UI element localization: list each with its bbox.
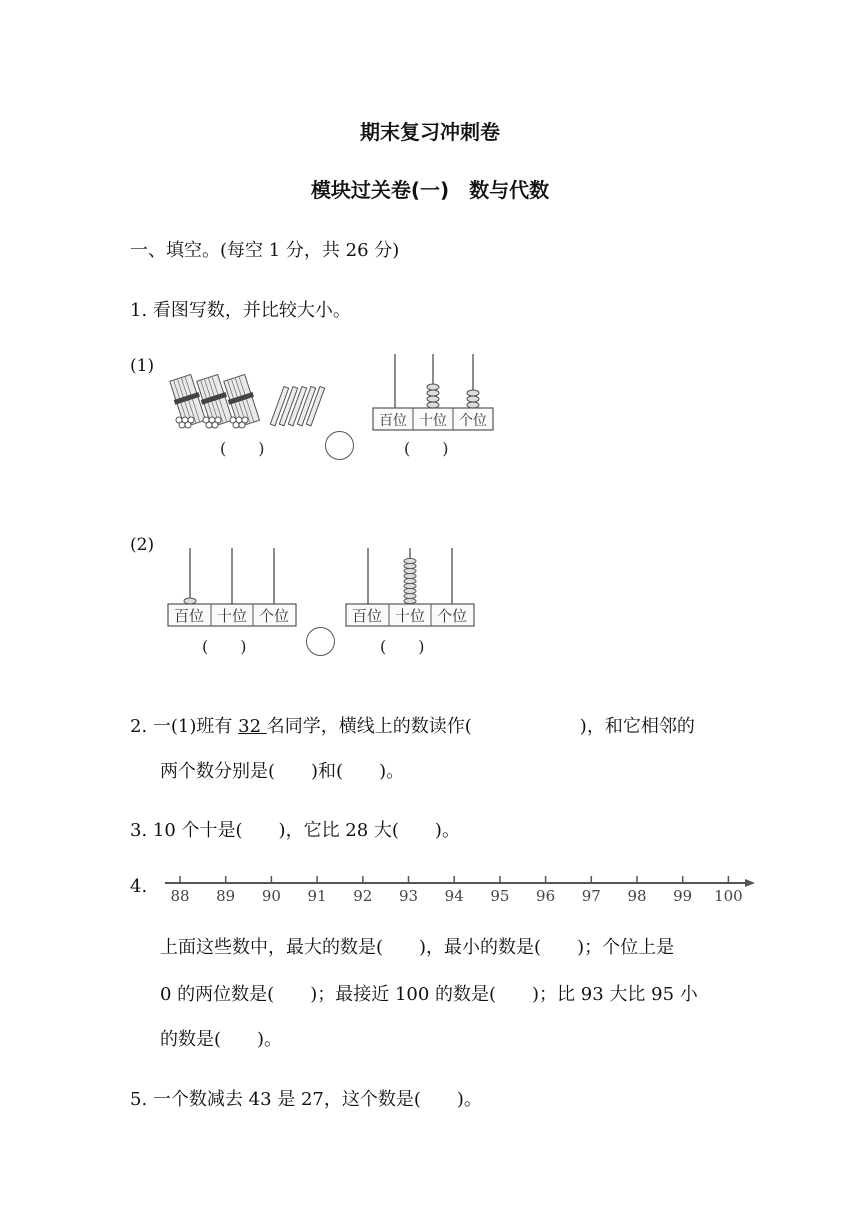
compare-circle[interactable] — [306, 627, 335, 656]
ones-beads — [467, 390, 479, 408]
hundreds-bead — [184, 598, 196, 604]
page-title: 期末复习冲刺卷 — [360, 120, 500, 144]
number-line-arrow — [745, 879, 755, 887]
q1-part1-left-blank[interactable]: ( ) — [220, 439, 265, 458]
q2-text-post: )，和它相邻的 — [579, 716, 695, 737]
tens-beads — [404, 558, 416, 603]
q3-text: 3. 10 个十是( )，它比 28 大( )。 — [130, 820, 460, 841]
q1-part2-label: (2) — [130, 535, 155, 555]
abacus-label-ones: 个位 — [436, 607, 468, 625]
q5-text: 5. 一个数减去 43 是 27，这个数是( )。 — [130, 1089, 482, 1110]
tens-beads — [427, 384, 439, 408]
q2-line2: 两个数分别是( )和( )。 — [160, 761, 405, 782]
abacus-label-tens: 十位 — [419, 413, 447, 429]
abacus-label-hundreds: 百位 — [173, 607, 205, 625]
number-line-tick-label: 93 — [398, 887, 419, 905]
abacus-part2-left — [168, 548, 298, 628]
number-line-tick-label: 100 — [714, 887, 743, 905]
number-line-tick-label: 89 — [216, 887, 236, 905]
q2-underlined-number: 32 — [238, 716, 267, 737]
q2-text-mid: 名同学，横线上的数读作( — [266, 716, 472, 737]
number-line-tick-label: 88 — [170, 887, 190, 905]
number-line-tick-label: 91 — [307, 887, 327, 905]
q4-line3: 的数是( )。 — [160, 1029, 283, 1050]
stick-bundles-figure — [165, 372, 330, 432]
q1-part2-left-blank[interactable]: ( ) — [202, 637, 247, 656]
abacus-label-ones: 个位 — [258, 607, 290, 625]
page-subtitle: 模块过关卷(一) 数与代数 — [310, 178, 550, 202]
q2-line1 — [130, 712, 695, 738]
abacus-label-ones: 个位 — [459, 413, 487, 429]
number-line-tick-label: 95 — [490, 887, 510, 905]
abacus-label-hundreds: 百位 — [379, 413, 407, 429]
q4-line1: 上面这些数中，最大的数是( )，最小的数是( )；个位上是 — [160, 937, 675, 958]
number-line — [165, 872, 760, 908]
abacus-label-tens: 十位 — [394, 607, 426, 625]
q2-text-pre: 2. 一(1)班有 — [130, 716, 239, 737]
number-line-tick-label: 99 — [673, 887, 693, 905]
abacus-label-hundreds: 百位 — [351, 607, 383, 625]
number-line-tick-label: 97 — [581, 887, 601, 905]
compare-circle[interactable] — [325, 431, 354, 460]
abacus-part1 — [373, 354, 495, 432]
number-line-tick-label: 90 — [261, 887, 281, 905]
q4-number: 4. — [130, 876, 148, 897]
number-line-tick-label: 98 — [627, 887, 647, 905]
q1-part2-right-blank[interactable]: ( ) — [380, 637, 425, 656]
single-sticks — [270, 387, 324, 426]
number-line-tick-label: 96 — [536, 887, 556, 905]
abacus-label-tens: 十位 — [216, 607, 248, 625]
section-heading: 一、填空。(每空 1 分，共 26 分) — [130, 240, 400, 261]
abacus-part2-right — [346, 548, 476, 628]
q1-prompt: 1. 看图写数，并比较大小。 — [130, 300, 351, 321]
number-line-tick-label: 92 — [353, 887, 373, 905]
q4-line2: 0 的两位数是( )；最接近 100 的数是( )；比 93 大比 95 小 — [160, 984, 698, 1005]
q1-part1-right-blank[interactable]: ( ) — [404, 439, 449, 458]
number-line-tick-label: 94 — [444, 887, 464, 905]
q1-part1-label: (1) — [130, 356, 155, 376]
